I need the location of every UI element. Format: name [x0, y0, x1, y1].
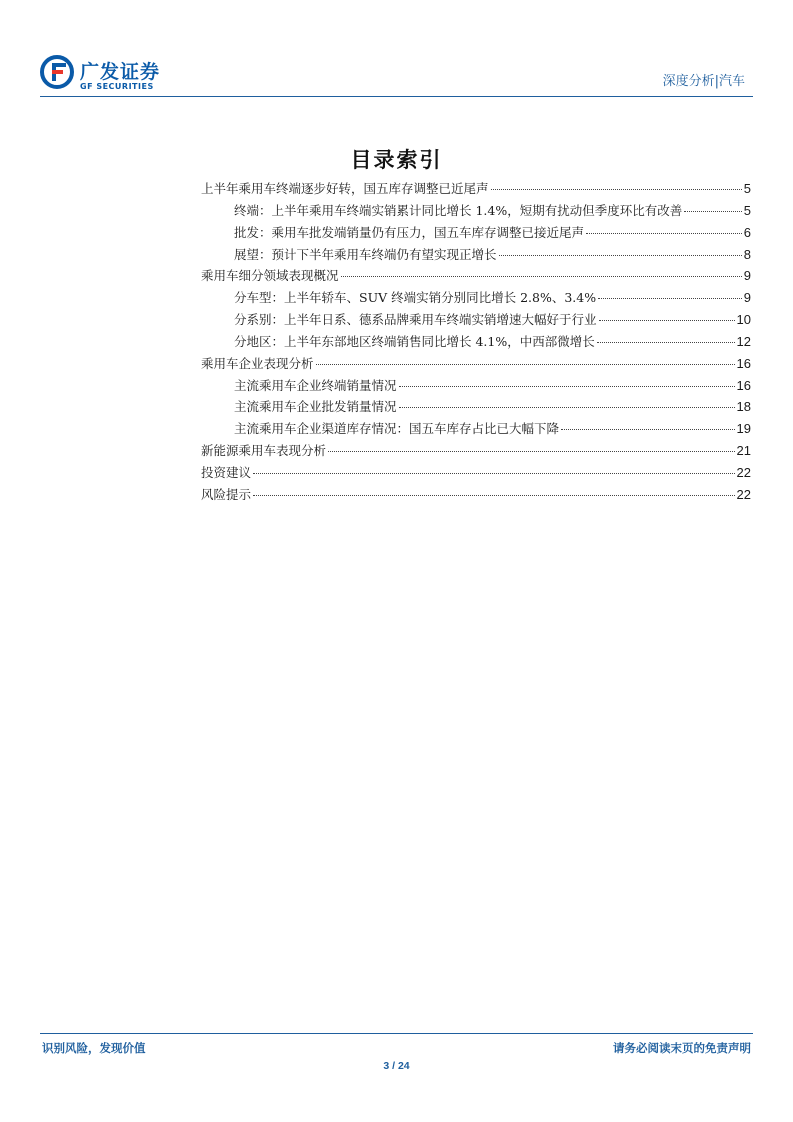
toc-entry-label: 新能源乘用车表现分析 — [201, 443, 327, 459]
table-of-contents — [201, 179, 751, 507]
toc-entry-label: 上半年乘用车终端逐步好转，国五库存调整已近尾声 — [201, 181, 489, 196]
toc-entry-label: 分车型：上半年轿车、SUV 终端实销分别同比增长 2.8%、3.4% — [234, 290, 597, 306]
toc-title: 目录索引 — [350, 147, 443, 172]
toc-leader-dots — [561, 429, 735, 430]
toc-entry-page: 9 — [743, 268, 751, 284]
toc-leader-dots — [499, 255, 742, 256]
footer-divider — [40, 1033, 753, 1034]
toc-entry[interactable] — [201, 485, 751, 507]
toc-entry[interactable] — [201, 179, 751, 201]
footer-slogan: 识别风险，发现价值 — [42, 1041, 146, 1055]
toc-subentry[interactable] — [201, 397, 751, 419]
toc-leader-dots — [341, 276, 742, 277]
toc-entry-page: 6 — [743, 224, 751, 240]
toc-entry-label: 分系别：上半年日系、德系品牌乘用车终端实销增速大幅好于行业 — [234, 312, 597, 328]
toc-entry-page: 21 — [736, 443, 751, 459]
toc-entry-page: 16 — [736, 377, 751, 393]
toc-entry[interactable] — [201, 463, 751, 485]
toc-subentry[interactable] — [201, 332, 751, 354]
toc-subentry[interactable] — [201, 245, 751, 267]
header-divider — [40, 96, 753, 97]
toc-leader-dots — [253, 473, 735, 474]
page-number: 3 / 24 — [383, 1060, 410, 1072]
gf-logo-icon — [40, 55, 74, 89]
toc-entry-label: 乘用车企业表现分析 — [201, 355, 314, 371]
toc-leader-dots — [316, 364, 735, 365]
toc-entry-page: 22 — [736, 486, 751, 502]
toc-entry-page: 16 — [736, 355, 751, 371]
logo-cn-text: 广发证券 — [80, 61, 161, 83]
toc-entry[interactable] — [201, 441, 751, 463]
page-header — [40, 50, 753, 95]
toc-leader-dots — [684, 211, 742, 212]
toc-subentry[interactable] — [201, 376, 751, 398]
toc-leader-dots — [328, 451, 735, 452]
toc-entry-page: 5 — [743, 202, 751, 218]
toc-entry-label: 主流乘用车企业渠道库存情况：国五车库存占比已大幅下降 — [234, 421, 560, 437]
toc-leader-dots — [599, 320, 735, 321]
toc-entry[interactable] — [201, 266, 751, 288]
toc-entry-label: 主流乘用车企业终端销量情况 — [234, 377, 397, 393]
toc-entry-page: 22 — [736, 464, 751, 480]
toc-entry-label: 分地区：上半年东部地区终端销售同比增长 4.1%，中西部微增长 — [234, 333, 595, 349]
toc-leader-dots — [491, 189, 742, 190]
footer-disclaimer-note: 请务必阅读末页的免责声明 — [613, 1041, 751, 1055]
gf-securities-logo — [40, 55, 180, 95]
toc-entry-page: 18 — [736, 399, 751, 415]
toc-subentry[interactable] — [201, 310, 751, 332]
toc-leader-dots — [399, 386, 735, 387]
toc-entry-page: 8 — [743, 246, 751, 262]
logo-en-text: GF SECURITIES — [80, 82, 154, 91]
toc-entry-page: 12 — [736, 333, 751, 349]
toc-subentry[interactable] — [201, 288, 751, 310]
report-category: 深度分析|汽车 — [662, 74, 745, 89]
toc-entry-page: 9 — [743, 290, 751, 306]
toc-subentry[interactable] — [201, 201, 751, 223]
toc-entry-page: 5 — [743, 181, 751, 196]
toc-entry-label: 批发：乘用车批发端销量仍有压力，国五车库存调整已接近尾声 — [234, 224, 585, 240]
toc-entry-label: 乘用车细分领域表现概况 — [201, 268, 339, 284]
toc-entry-page: 19 — [736, 421, 751, 437]
toc-leader-dots — [597, 342, 735, 343]
toc-leader-dots — [253, 495, 735, 496]
toc-entry-page: 10 — [736, 312, 751, 328]
toc-entry-label: 主流乘用车企业批发销量情况 — [234, 399, 397, 415]
toc-entry-label: 投资建议 — [201, 464, 252, 480]
toc-subentry[interactable] — [201, 419, 751, 441]
toc-leader-dots — [598, 298, 742, 299]
toc-entry[interactable] — [201, 354, 751, 376]
toc-subentry[interactable] — [201, 223, 751, 245]
toc-entry-label: 展望：预计下半年乘用车终端仍有望实现正增长 — [234, 246, 497, 262]
toc-leader-dots — [586, 233, 742, 234]
toc-leader-dots — [399, 407, 735, 408]
toc-entry-label: 风险提示 — [201, 486, 252, 502]
toc-entry-label: 终端：上半年乘用车终端实销累计同比增长 1.4%，短期有扰动但季度环比有改善 — [234, 202, 683, 218]
